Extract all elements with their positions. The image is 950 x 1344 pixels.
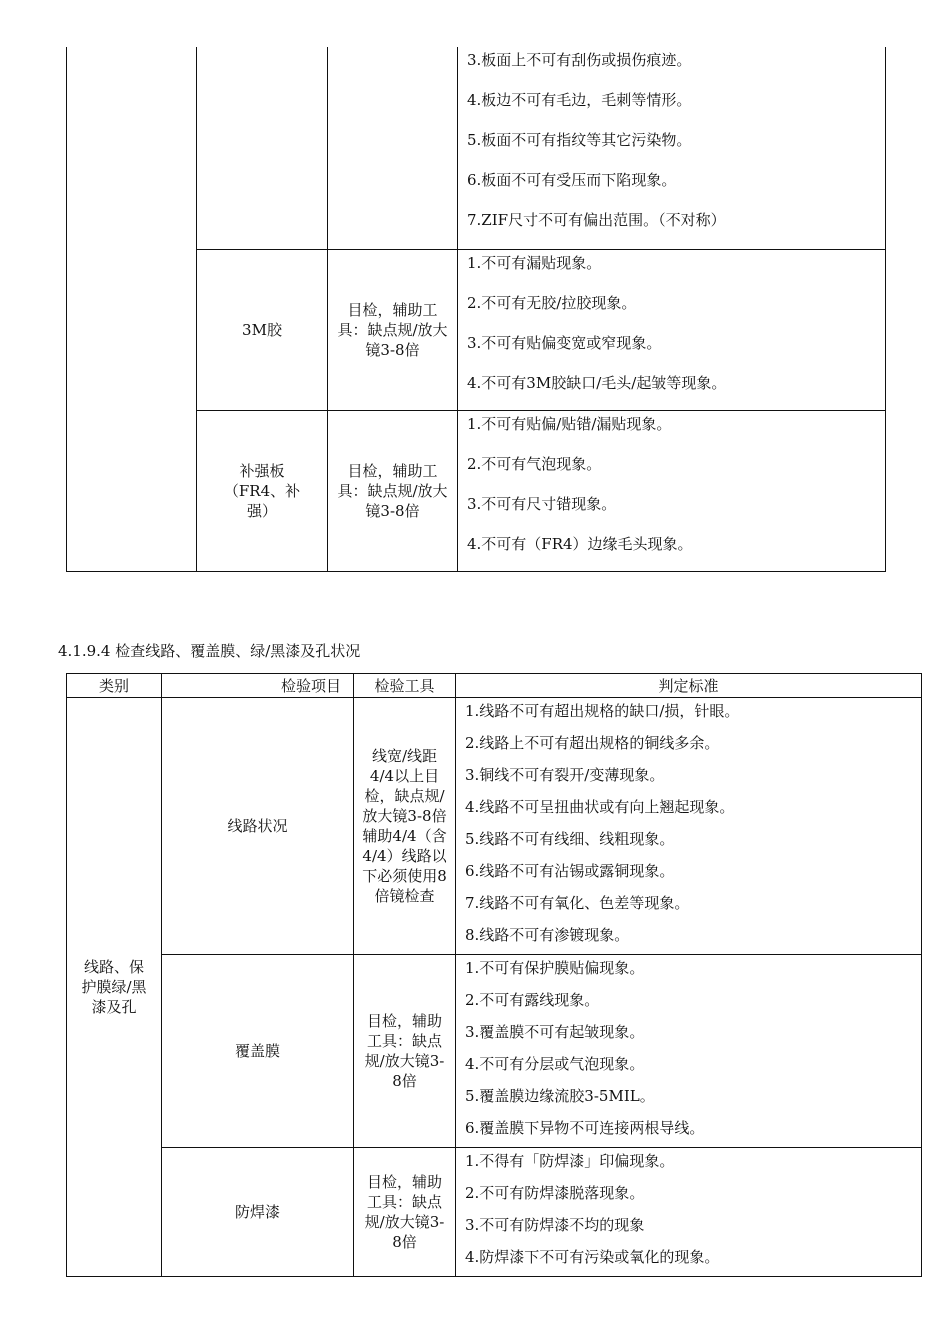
criteria-line: 1.线路不可有超出规格的缺口/损，针眼。 <box>465 702 740 720</box>
criteria-line: 4.板边不可有毛边，毛刺等情形。 <box>467 91 692 109</box>
header-tool: 检验工具 <box>354 674 456 698</box>
criteria-line: 1.不可有贴偏/贴错/漏贴现象。 <box>467 414 672 433</box>
section-heading: 4.1.9.4 检查线路、覆盖膜、绿/黑漆及孔状况 <box>58 642 361 660</box>
criteria-line: 4.不可有（FR4）边缘毛头现象。 <box>467 534 693 553</box>
tool-cell: 目检，辅助工具：缺点规/放大镜3-8倍 <box>354 955 456 1148</box>
item-cell-circuit: 线路状况 <box>162 698 354 955</box>
criteria-line: 2.不可有气泡现象。 <box>467 454 602 473</box>
item-cell <box>197 47 328 249</box>
criteria-cell <box>458 410 886 571</box>
criteria-line: 4.线路不可呈扭曲状或有向上翘起现象。 <box>465 798 735 816</box>
header-criteria: 判定标准 <box>456 674 922 698</box>
criteria-cell <box>458 249 886 410</box>
inspection-table-continued <box>66 47 886 572</box>
criteria-line: 8.线路不可有渗镀现象。 <box>465 926 630 944</box>
criteria-line: 1.不可有保护膜贴偏现象。 <box>465 959 645 977</box>
criteria-line: 3.不可有尺寸错现象。 <box>467 494 617 513</box>
criteria-line: 3.不可有贴偏变宽或窄现象。 <box>467 333 662 352</box>
criteria-cell <box>456 698 922 955</box>
criteria-line: 4.不可有3M胶缺口/毛头/起皱等现象。 <box>467 373 727 392</box>
criteria-line: 5.覆盖膜边缘流胶3-5MIL。 <box>465 1087 655 1105</box>
criteria-cell <box>456 955 922 1148</box>
tool-cell: 目检，辅助工具：缺点规/放大镜3-8倍 <box>328 410 458 571</box>
criteria-line: 2.线路上不可有超出规格的铜线多余。 <box>465 734 720 752</box>
tool-cell: 目检，辅助工具：缺点规/放大镜3-8倍 <box>354 1148 456 1277</box>
tool-cell: 目检，辅助工具：缺点规/放大镜3-8倍 <box>328 249 458 410</box>
criteria-line: 3.不可有防焊漆不均的现象 <box>465 1216 645 1234</box>
criteria-line: 1.不得有「防焊漆」印偏现象。 <box>465 1152 675 1170</box>
criteria-cell <box>456 1148 922 1277</box>
item-cell-coverlay: 覆盖膜 <box>162 955 354 1148</box>
criteria-line: 7.线路不可有氧化、色差等现象。 <box>465 894 690 912</box>
criteria-line: 2.不可有无胶/拉胶现象。 <box>467 293 637 312</box>
criteria-line: 5.板面不可有指纹等其它污染物。 <box>467 131 692 149</box>
criteria-line: 6.板面不可有受压而下陷现象。 <box>467 171 677 189</box>
criteria-line: 6.线路不可有沾锡或露铜现象。 <box>465 862 675 880</box>
criteria-line: 2.不可有露线现象。 <box>465 991 600 1009</box>
tool-cell: 线宽/线距4/4以上目检，缺点规/放大镜3-8倍辅助4/4（含4/4）线路以下必须使用8倍镜检查 <box>354 698 456 955</box>
circuit-inspection-table <box>66 673 922 1277</box>
criteria-line: 4.不可有分层或气泡现象。 <box>465 1055 645 1073</box>
criteria-line: 1.不可有漏贴现象。 <box>467 253 602 272</box>
criteria-line: 5.线路不可有线细、线粗现象。 <box>465 830 675 848</box>
criteria-line: 3.铜线不可有裂开/变薄现象。 <box>465 766 665 784</box>
item-cell-solder-mask: 防焊漆 <box>162 1148 354 1277</box>
item-cell-3m-tape: 3M胶 <box>197 249 328 410</box>
criteria-line: 3.覆盖膜不可有起皱现象。 <box>465 1023 645 1041</box>
criteria-line: 6.覆盖膜下异物不可连接两根导线。 <box>465 1119 705 1137</box>
header-category: 类别 <box>67 674 162 698</box>
category-cell-empty <box>67 47 197 571</box>
criteria-line: 7.ZIF尺寸不可有偏出范围。（不对称） <box>467 211 726 229</box>
criteria-cell <box>458 47 886 249</box>
category-cell: 线路、保护膜绿/黑漆及孔 <box>67 698 162 1277</box>
criteria-line: 4.防焊漆下不可有污染或氧化的现象。 <box>465 1248 720 1266</box>
header-item: 检验项目 <box>162 674 354 698</box>
tool-cell <box>328 47 458 249</box>
criteria-line: 3.板面上不可有刮伤或损伤痕迹。 <box>467 51 692 69</box>
item-cell-stiffener: 补强板（FR4、补强） <box>197 410 328 571</box>
criteria-line: 2.不可有防焊漆脱落现象。 <box>465 1184 645 1202</box>
